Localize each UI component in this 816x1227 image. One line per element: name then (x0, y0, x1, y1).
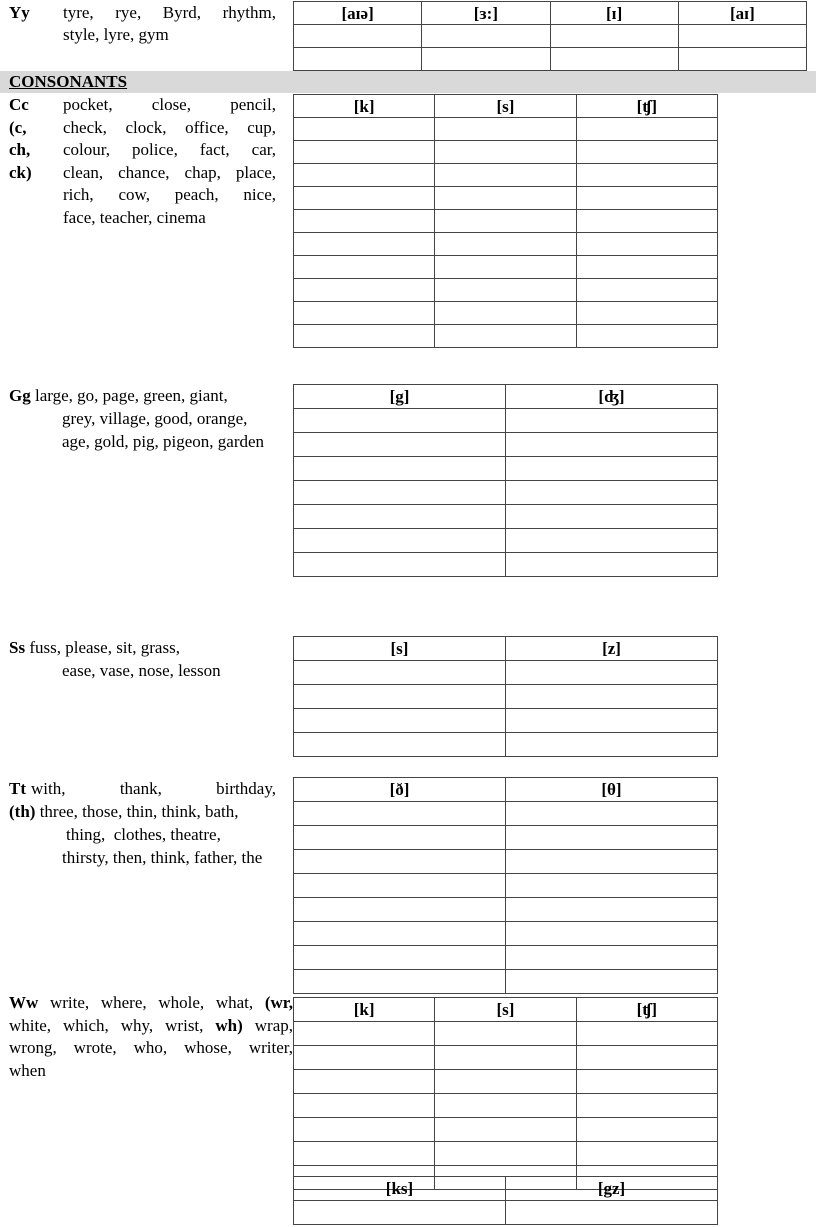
x-header-gz: [gz] (506, 1177, 718, 1201)
ww-cell[interactable] (294, 1142, 435, 1166)
ss-cell[interactable] (506, 661, 718, 685)
ww-text (9, 992, 293, 1082)
ww-line1 (9, 992, 293, 1015)
ww-header-s: [s] (435, 998, 576, 1022)
cc-letter-3: ck) (9, 162, 32, 182)
tt-cell[interactable] (294, 826, 506, 850)
cc-cell[interactable] (435, 141, 576, 164)
cc-words (63, 94, 276, 229)
tt-cell[interactable] (294, 802, 506, 826)
ww-cell[interactable] (435, 1142, 576, 1166)
gg-cell[interactable] (294, 553, 506, 577)
cc-cell[interactable] (294, 233, 435, 256)
gg-header-dzh: [ʤ] (506, 385, 718, 409)
yy-cell[interactable] (550, 48, 678, 71)
cc-cell[interactable] (435, 279, 576, 302)
cc-letter-0: Cc (9, 95, 29, 114)
ww-cell[interactable] (294, 1022, 435, 1046)
ss-words-line1: fuss, please, sit, grass, (29, 638, 180, 657)
cc-header-k: [k] (294, 95, 435, 118)
letter-ss: Ss (9, 638, 26, 657)
cc-cell[interactable] (294, 302, 435, 325)
cc-cell[interactable] (435, 164, 576, 187)
ww-cell[interactable] (294, 1070, 435, 1094)
cc-header-ch: [ʧ] (576, 95, 717, 118)
ww-header-ch: [ʧ] (576, 998, 717, 1022)
tt-cell[interactable] (506, 946, 718, 970)
gg-words-line2: grey, village, good, orange, (62, 409, 248, 428)
cc-cell[interactable] (294, 118, 435, 141)
ss-line1 (9, 637, 180, 660)
ww-line2-bold: wh) (215, 1015, 243, 1035)
ss-cell[interactable] (294, 685, 506, 709)
letter-gg: Gg (9, 386, 31, 405)
ww-cell[interactable] (435, 1070, 576, 1094)
tt-cell[interactable] (294, 922, 506, 946)
gg-cell[interactable] (294, 505, 506, 529)
letter-tt: Tt (9, 779, 26, 798)
yy-header-i: [ɪ] (550, 2, 678, 25)
cc-cell[interactable] (294, 325, 435, 348)
tt-cell[interactable] (294, 970, 506, 994)
cc-words-line: pocket, close, pencil, (63, 95, 276, 114)
cc-cell[interactable] (435, 210, 576, 233)
tt-words-line2: three, those, thin, think, bath, (39, 802, 239, 821)
tt-line1-word: with, (31, 779, 66, 798)
cc-cell[interactable] (435, 118, 576, 141)
tt-line1 (9, 778, 276, 801)
ww-cell[interactable] (576, 1022, 717, 1046)
yy-cell[interactable] (678, 25, 806, 48)
cc-cell[interactable] (576, 233, 717, 256)
tt-cell[interactable] (506, 826, 718, 850)
ww-cell[interactable] (294, 1046, 435, 1070)
cc-words-line: rich, cow, peach, nice, (63, 185, 276, 204)
ss-cell[interactable] (294, 661, 506, 685)
cc-cell[interactable] (576, 210, 717, 233)
cc-cell[interactable] (435, 256, 576, 279)
cc-words-line: face, teacher, cinema (63, 207, 206, 227)
cc-cell[interactable] (294, 187, 435, 210)
ww-line2-end: wrap, (254, 1015, 294, 1035)
tt-cell[interactable] (506, 850, 718, 874)
cc-letter-2: ch, (9, 140, 31, 159)
yy-cell[interactable] (422, 25, 550, 48)
ww-line2 (9, 1015, 293, 1038)
ww-cell[interactable] (576, 1046, 717, 1070)
cc-table (293, 94, 718, 348)
letter-yy: Yy (9, 3, 30, 22)
x-header-ks: [ks] (294, 1177, 506, 1201)
tt-words-line4: thirsty, then, think, father, the (62, 848, 263, 867)
cc-cell[interactable] (294, 279, 435, 302)
consonants-title: CONSONANTS (9, 72, 128, 91)
tt-line1-word: thank, (119, 779, 162, 798)
cc-cell[interactable] (294, 210, 435, 233)
yy-cell[interactable] (294, 48, 422, 71)
cc-cell[interactable] (576, 325, 717, 348)
ss-cell[interactable] (506, 709, 718, 733)
cc-cell[interactable] (576, 279, 717, 302)
ww-cell[interactable] (294, 1094, 435, 1118)
x-cell[interactable] (294, 1201, 506, 1225)
gg-cell[interactable] (294, 481, 506, 505)
tt-cell[interactable] (294, 850, 506, 874)
ww-cell[interactable] (435, 1046, 576, 1070)
cc-header-s: [s] (435, 95, 576, 118)
yy-words-line2: style, lyre, gym (63, 25, 169, 44)
yy-table (293, 1, 807, 71)
gg-cell[interactable] (506, 481, 718, 505)
gg-cell[interactable] (506, 529, 718, 553)
yy-cell[interactable] (550, 25, 678, 48)
ww-cell[interactable] (435, 1118, 576, 1142)
cc-cell[interactable] (576, 256, 717, 279)
ss-header-z: [z] (506, 637, 718, 661)
gg-table (293, 384, 718, 577)
ww-header-k: [k] (294, 998, 435, 1022)
gg-words-line3: age, gold, pig, pigeon, garden (62, 432, 265, 451)
ss-cell[interactable] (294, 733, 506, 757)
gg-cell[interactable] (506, 505, 718, 529)
yy-cell[interactable] (422, 48, 550, 71)
yy-cell[interactable] (294, 25, 422, 48)
cc-cell[interactable] (294, 141, 435, 164)
letter-ww: Ww (9, 993, 39, 1012)
tt-words-line3: thing, clothes, theatre, (66, 825, 221, 844)
ww-cell[interactable] (576, 1094, 717, 1118)
cc-cell[interactable] (435, 233, 576, 256)
cc-cell[interactable] (294, 256, 435, 279)
ss-header-s: [s] (294, 637, 506, 661)
ww-line1-words: write, where, whole, what, (49, 993, 254, 1012)
ww-line1-bold: (wr, (264, 993, 294, 1012)
yy-cell[interactable] (678, 48, 806, 71)
ss-table (293, 636, 718, 757)
tt-line1-word: birthday, (216, 779, 276, 798)
tt-letter-th: (th) (9, 802, 36, 821)
cc-words-line: clean, chance, chap, place, (63, 162, 276, 182)
ww-cell[interactable] (435, 1022, 576, 1046)
ss-cell[interactable] (294, 709, 506, 733)
cc-cell[interactable] (435, 187, 576, 210)
ww-line3: wrong, wrote, who, whose, writer, (9, 1038, 293, 1057)
gg-header-g: [g] (294, 385, 506, 409)
ww-cell[interactable] (576, 1070, 717, 1094)
gg-line1 (9, 385, 228, 408)
cc-letter-1: (c, (9, 117, 27, 137)
ww-cell[interactable] (576, 1142, 717, 1166)
tt-cell[interactable] (294, 874, 506, 898)
tt-cell[interactable] (506, 922, 718, 946)
ww-line2-words: white, which, why, wrist, (9, 1015, 204, 1035)
tt-header-theta: [θ] (506, 778, 718, 802)
cc-cell[interactable] (576, 118, 717, 141)
ss-cell[interactable] (506, 733, 718, 757)
gg-cell[interactable] (294, 457, 506, 481)
cc-cell[interactable] (435, 325, 576, 348)
ww-cell[interactable] (435, 1094, 576, 1118)
letter-cc (9, 94, 32, 184)
cc-words-line: colour, police, fact, car, (63, 140, 276, 159)
ss-words-line2: ease, vase, nose, lesson (62, 661, 221, 680)
cc-cell[interactable] (576, 164, 717, 187)
gg-words-line1: large, go, page, green, giant, (34, 386, 228, 405)
cc-cell[interactable] (576, 141, 717, 164)
gg-cell[interactable] (506, 433, 718, 457)
tt-line2 (9, 801, 238, 824)
tt-cell[interactable] (506, 874, 718, 898)
ww-cell[interactable] (294, 1118, 435, 1142)
tt-cell[interactable] (294, 946, 506, 970)
tt-header-eth: [ð] (294, 778, 506, 802)
ww-table (293, 997, 718, 1190)
ww-line4: when (9, 1060, 46, 1080)
x-cell[interactable] (506, 1201, 718, 1225)
gg-cell[interactable] (294, 433, 506, 457)
gg-cell[interactable] (294, 529, 506, 553)
yy-words-line1: tyre, rye, Byrd, rhythm, (63, 3, 276, 22)
yy-header-aie: [aɪə] (294, 2, 422, 25)
gg-cell[interactable] (506, 553, 718, 577)
tt-cell[interactable] (506, 802, 718, 826)
ss-cell[interactable] (506, 685, 718, 709)
gg-cell[interactable] (506, 457, 718, 481)
tt-cell[interactable] (294, 898, 506, 922)
tt-cell[interactable] (506, 970, 718, 994)
tt-table (293, 777, 718, 994)
ww-cell[interactable] (576, 1118, 717, 1142)
tt-cell[interactable] (506, 898, 718, 922)
cc-cell[interactable] (294, 164, 435, 187)
gg-cell[interactable] (294, 409, 506, 433)
gg-cell[interactable] (506, 409, 718, 433)
x-table (293, 1176, 718, 1225)
cc-cell[interactable] (576, 302, 717, 325)
cc-cell[interactable] (435, 302, 576, 325)
cc-words-line: check, clock, office, cup, (63, 117, 276, 137)
yy-header-ai: [aɪ] (678, 2, 806, 25)
cc-cell[interactable] (576, 187, 717, 210)
yy-header-er: [ɜ:] (422, 2, 550, 25)
